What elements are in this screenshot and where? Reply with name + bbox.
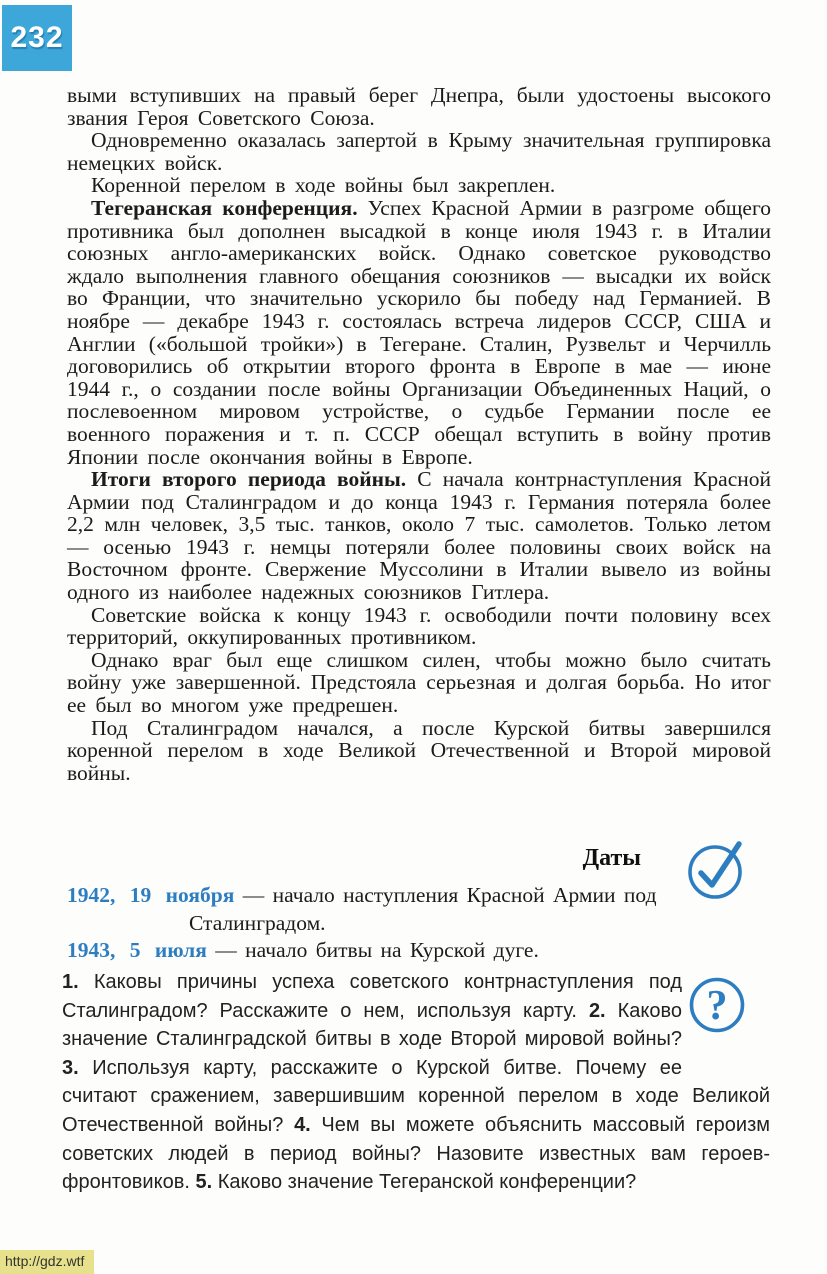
question-number: 5. <box>195 1171 213 1194</box>
questions-text <box>62 968 770 1197</box>
date-entry <box>67 937 771 965</box>
dates-section <box>67 845 771 965</box>
watermark <box>0 1250 94 1274</box>
page-number: 232 <box>10 21 64 54</box>
question-circle-icon <box>682 968 770 1056</box>
questions-section <box>62 968 770 1197</box>
watermark-url: http://gdz.wtf <box>5 1253 85 1269</box>
question-item: 3. Используя карту, расскажите о Курской битве. Почему ее считают сражением, завершившим коренной перелом в ходе Великой Отечественной войны? <box>62 1056 770 1136</box>
paragraph: Итоги второго периода войны. С начала контрнаступления Красной Армии под Сталинградом и до конца 1943 г. Германия потеряла более 2,2 млн человек, 3,5 тыс. танков, около 7 тыс. самолетов. Только летом — осенью 1943 г. немцы потеряли более половины своих войск на Восточном фронте. Свержение Муссолини в Италии вывело из войны одного из наиболее надежных союзников Гитлера. <box>67 467 772 605</box>
paragraph-heading: Итоги второго периода войны. <box>91 467 407 492</box>
paragraph: выми вступивших на правый берег Днепра, были удостоены высокого звания Героя Советского Союза. <box>67 83 771 130</box>
paragraph: Одновременно оказалась запертой в Крыму значительная группировка немецких войск. <box>67 128 771 175</box>
date-text: — начало битвы на Курской дуге. <box>215 938 539 962</box>
question-item: 1. Каковы причины успеха советского контрнаступления под Сталинградом? Расскажите о нем, используя карту. <box>62 971 683 1022</box>
paragraph-heading: Тегеранская конференция. <box>91 195 358 220</box>
question-number: 2. <box>588 999 606 1022</box>
paragraph: Советские войска к концу 1943 г. освободили почти половину всех территорий, оккупированных противником. <box>67 602 771 650</box>
question-number: 1. <box>62 971 79 993</box>
date-entry <box>67 882 771 937</box>
question-item: 2. Каково значение Сталинградской битвы в ходе Второй мировой войны? <box>62 999 682 1051</box>
question-item: 5. Каково значение Тегеранской конференции? <box>195 1171 637 1194</box>
page-number-badge <box>2 5 72 71</box>
paragraph: Коренной перелом в ходе войны был закреплен. <box>91 173 556 198</box>
date-entries <box>67 882 771 965</box>
paragraph: Тегеранская конференция. Успех Красной Армии в разгроме общего противника был дополнен высадкой в конце июля 1943 г. в Италии союзных англо-американских войск. Однако советское руководство ждало выполнения главного обещания союзников — высадки их войск во Франции, что значительно ускорило бы победу над Германией. В ноябре — декабре 1943 г. состоялась встреча лидеров СССР, США и Англии («большой тройки») в Тегеране. Сталин, Рузвельт и Черчилль договорились об открытии второго фронта в Европе в мае — июне 1944 г., о создании после войны Организации Объединенных Наций, о послевоенном мировом устройстве, о судьбе Германии после ее военного поражения и т. п. СССР обещал вступить в войну против Японии после окончания войны в Европе. <box>67 195 772 469</box>
svg-text:?: ? <box>706 983 728 1029</box>
date-value: 1943, 5 июля <box>67 938 207 962</box>
question-number: 4. <box>294 1113 311 1136</box>
dates-heading: Даты <box>582 845 641 871</box>
date-text: — начало наступления Красной Армии под Сталинградом. <box>189 883 657 935</box>
paragraph: Однако враг был еще слишком силен, чтобы можно было считать войну уже завершенной. Предстояла серьезная и долгая борьба. Но итог ее был во многом уже предрешен. <box>67 647 771 718</box>
check-circle-icon <box>687 835 749 906</box>
paragraph: Под Сталинградом начался, а после Курской битвы завершился коренной перелом в ходе Великой Отечественной и Второй мировой войны. <box>67 715 771 785</box>
question-item: 4. Чем вы можете объяснить массовый героизм советских людей в период войны? Назовите известных вам героев-фронтовиков. <box>62 1113 770 1194</box>
date-value: 1942, 19 ноября <box>67 883 235 907</box>
question-number: 3. <box>62 1056 79 1079</box>
body-text <box>67 84 771 784</box>
